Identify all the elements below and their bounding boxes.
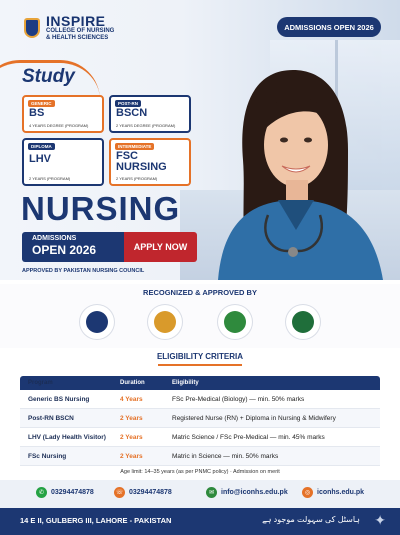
- cell-program: Generic BS Nursing: [28, 395, 90, 403]
- whatsapp-icon: ✆: [36, 487, 47, 498]
- table-row: [20, 390, 380, 409]
- program-desc: 2 YEARS (PROGRAM): [29, 176, 71, 181]
- study-heading: Study: [22, 66, 75, 87]
- email-icon: ✉: [206, 487, 217, 498]
- table-row: [20, 409, 380, 428]
- cell-eligibility: Matric Science / FSc Pre-Medical — min. 45% marks: [172, 433, 325, 441]
- whatsapp-contact[interactable]: [36, 487, 94, 498]
- program-card-bscn[interactable]: [109, 95, 191, 133]
- college-logo[interactable]: [24, 14, 114, 42]
- footer-address: 14 E II, GULBERG III, LAHORE - PAKISTAN: [20, 516, 172, 525]
- accreditation-seal-2: [148, 305, 182, 339]
- website-contact[interactable]: [302, 487, 364, 498]
- website-url: iconhs.edu.pk: [317, 489, 365, 496]
- header-program: Program: [28, 380, 53, 386]
- table-row: [20, 428, 380, 447]
- cell-eligibility: Registered Nurse (RN) + Diploma in Nursing & Midwifery: [172, 414, 336, 422]
- program-card-lhv[interactable]: [22, 138, 104, 186]
- cell-program: Post-RN BSCN: [28, 414, 74, 422]
- phone-number: 03294474878: [129, 489, 172, 496]
- program-name-line1: FSC: [116, 150, 138, 162]
- program-name-line2: NURSING: [116, 161, 167, 173]
- program-name: BS: [29, 107, 45, 119]
- logo-subtitle-1: COLLEGE OF NURSING: [46, 28, 115, 34]
- footer-urdu-text: ہاسٹل کی سہولت موجود ہے: [262, 515, 360, 524]
- cell-program: FSc Nursing: [28, 452, 67, 460]
- headline-nursing: NURSING: [21, 190, 181, 227]
- cell-duration: 2 Years: [120, 452, 143, 460]
- email-address: info@iconhs.edu.pk: [221, 489, 288, 496]
- title-underline: [158, 364, 242, 366]
- program-tag: GENERIC: [28, 100, 55, 107]
- program-desc: 2 YEARS DEGREE (PROGRAM): [116, 123, 176, 128]
- approval-text: APPROVED BY PAKISTAN NURSING COUNCIL: [22, 268, 145, 274]
- accreditation-seal-3: [218, 305, 252, 339]
- eligibility-title: ELIGIBILITY CRITERIA: [156, 352, 244, 361]
- admissions-open-pill: ADMISSIONS OPEN 2026: [277, 17, 381, 37]
- cell-duration: 2 Years: [120, 414, 143, 422]
- phone-contact[interactable]: [114, 487, 172, 498]
- accreditation-seal-1: [80, 305, 114, 339]
- eligibility-note: Age limit: 14–35 years (as per PNMC policy) · Admission on merit: [120, 469, 280, 475]
- logo-subtitle-2: & HEALTH SCIENCES: [46, 35, 109, 41]
- eligibility-table: [20, 376, 380, 466]
- program-desc: 2 YEARS (PROGRAM): [116, 176, 158, 181]
- sparkle-icon: ✦: [374, 512, 386, 528]
- cell-program: LHV (Lady Health Visitor): [28, 433, 106, 441]
- cell-eligibility: Matric in Science — min. 50% marks: [172, 452, 279, 460]
- program-tag: DIPLOMA: [28, 143, 55, 150]
- admissions-line2: OPEN 2026: [32, 243, 97, 257]
- apply-now-button[interactable]: APPLY NOW: [124, 232, 197, 262]
- logo-title: INSPIRE: [46, 13, 106, 29]
- table-row: [20, 447, 380, 466]
- cell-eligibility: FSc Pre-Medical (Biology) — min. 50% marks: [172, 395, 305, 403]
- admissions-block: [22, 232, 124, 262]
- whatsapp-number: 03294474878: [51, 489, 94, 496]
- cell-duration: 4 Years: [120, 395, 143, 403]
- admissions-line1: ADMISSIONS: [32, 235, 77, 242]
- email-contact[interactable]: [206, 487, 288, 498]
- program-name: LHV: [29, 153, 51, 165]
- recognized-title: RECOGNIZED & APPROVED BY: [143, 288, 257, 297]
- program-card-fsc-nursing[interactable]: [109, 138, 191, 186]
- accreditation-seal-4: [286, 305, 320, 339]
- phone-icon: ☏: [114, 487, 125, 498]
- header-duration: Duration: [120, 380, 145, 386]
- header-eligibility: Eligibility: [172, 380, 199, 386]
- program-name: BSCN: [116, 107, 148, 119]
- program-desc: 4 YEARS DEGREE (PROGRAM): [29, 123, 89, 128]
- cell-duration: 2 Years: [120, 433, 143, 441]
- crest-icon: [24, 18, 40, 38]
- program-tag: POST-RN: [115, 100, 141, 107]
- table-header: [20, 376, 380, 390]
- nurse-illustration: [198, 50, 400, 280]
- globe-icon: ◎: [302, 487, 313, 498]
- program-card-bs[interactable]: [22, 95, 104, 133]
- program-tag: INTERMEDIATE: [115, 143, 154, 150]
